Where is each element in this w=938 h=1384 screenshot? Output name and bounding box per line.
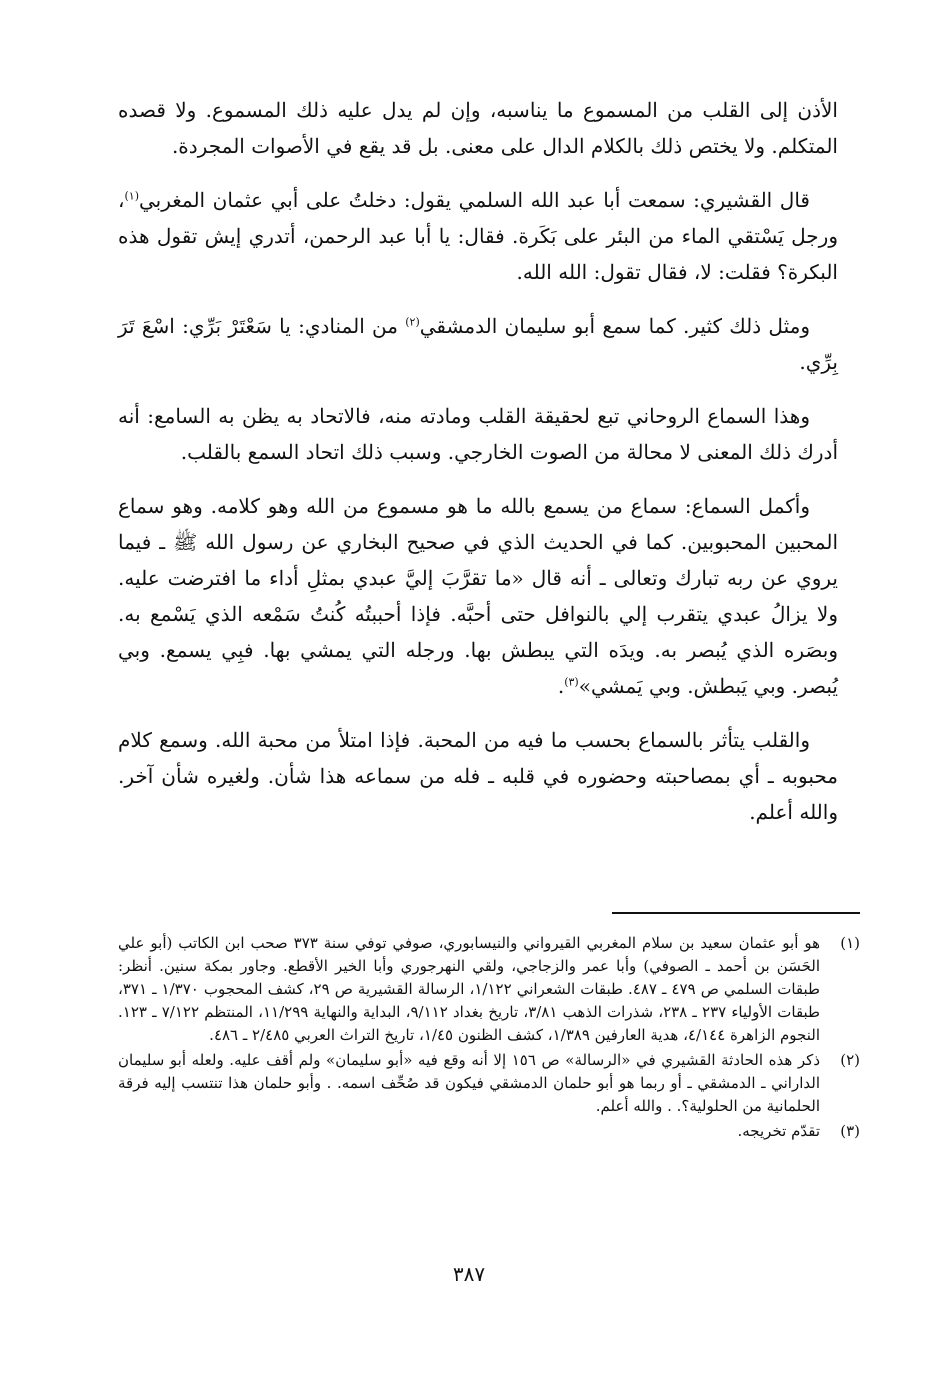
footnote-ref-2: (٢) bbox=[405, 315, 420, 329]
paragraph-3 bbox=[118, 308, 838, 380]
paragraph-1 bbox=[118, 92, 838, 164]
footnote-divider bbox=[612, 912, 860, 914]
page-number: ٣٨٧ bbox=[452, 1262, 486, 1286]
paragraph-6-text: والقلب يتأثر بالسماع بحسب ما فيه من المحبة. فإذا امتلأ من محبة الله. وسمع كلام محبوبه ـ أي بمصاحبته وحضوره في قلبه ـ فله من سماعه هذا شأن. ولغيره شأن آخر. والله أعلم. bbox=[118, 728, 838, 824]
footnote-number: (٢) bbox=[840, 1051, 860, 1069]
footnote-number: (٣) bbox=[840, 1122, 860, 1140]
footnote-text: هو أبو عثمان سعيد بن سلام المغربي القيرواني والنيسابوري، صوفي توفي سنة ٣٧٣ صحب ابن الكاتب (أبو علي الحَسَن بن أحمد ـ الصوفي) وأبا عمر والزجاجي، ولقي النهرجوري وأبا الخير الأقطع. وجاور بمكة سنين. أنظر: طبقات السلمي ص ٤٧٩ ـ ٤٨٧. طبقات الشعراني ١/١٢٢، الرسالة القشيرية ص ٢٩، كشف المحجوب ١/٣٧٠ ـ ٣٧١، طبقات الأولياء ٢٣٧ ـ ٢٣٨، شذرات الذهب ٣/٨١، تاريخ بغداد ٩/١١٢، البداية والنهاية ١١/٢٩٩، المنتظم ٧/١٢٢ ـ ١٢٣. النجوم الزاهرة ٤/١٤٤، هدية العارفين ١/٣٨٩، كشف الظنون ١/٤٥، تاريخ التراث العربي ٢/٤٨٥ ـ ٤٨٦. bbox=[118, 934, 821, 1044]
footnote-1 bbox=[118, 932, 860, 1047]
paragraph-4 bbox=[118, 398, 838, 470]
paragraph-2 bbox=[118, 182, 838, 290]
paragraph-3-text: ومثل ذلك كثير. كما سمع أبو سليمان الدمشقي bbox=[419, 314, 810, 338]
footnote-number: (١) bbox=[840, 934, 860, 952]
paragraph-2-text: قال القشيري: سمعت أبا عبد الله السلمي يقول: دخلتُ على أبي عثمان المغربي bbox=[138, 188, 810, 212]
paragraph-4-text: وهذا السماع الروحاني تبع لحقيقة القلب ومادته منه، فالاتحاد به يظن به السامع: أنه أدرك ذلك المعنى لا محالة من الصوت الخارجي. وسبب ذلك اتحاد السمع بالقلب. bbox=[118, 404, 838, 464]
footnotes bbox=[118, 932, 860, 1145]
main-text bbox=[118, 92, 838, 848]
paragraph-5: وأكمل السماع: سماع من يسمع بالله ما هو مسموع من الله وهو كلامه. وهو سماع المحبين المحبوبين. كما في الحديث الذي في صحيح البخاري عن رسول الله ﷺ ـ فيما يروي عن ربه تبارك وتعالى ـ أنه قال «ما تقرَّبَ إليَّ عبدي بمثلِ أداء ما افترضت عليه. ولا يزالُ عبدي يتقرب إلي بالنوافل حتى أحبَّه. فإذا أحببتُه كُنتُ سَمْعه الذي يَسْمع به. وبصَره الذي يُبصر به. ويدَه التي يبطش بها. ورجله التي يمشي بها. فبِي يسمع. وبي يُبصر. وبي يَبطش. وبي يَمشي»$^{(٣)}$. bbox=[118, 494, 838, 698]
paragraph-2-tail: ، ورجل يَسْتقي الماء من البئر على بَكَرة. فقال: يا أبا عبد الرحمن، أتدري إيش تقول هذه البكرة؟ فقلت: لا، فقال تقول: الله الله. bbox=[118, 188, 838, 284]
paragraph-3-tail: من المنادي: يا سَعْتَرْ بَرِّي: اسْعَ تَرَ بِرِّي. bbox=[118, 314, 838, 374]
footnote-2 bbox=[118, 1049, 860, 1118]
paragraph-1-text: الأذن إلى القلب من المسموع ما يناسبه، وإن لم يدل عليه ذلك المسموع. ولا قصده المتكلم. ولا يختص ذلك بالكلام الدال على معنى. بل قد يقع في الأصوات المجردة. bbox=[118, 98, 838, 158]
paragraph-6 bbox=[118, 722, 838, 830]
footnote-ref-3: (٣) bbox=[564, 675, 579, 689]
paragraph-5-text: وأكمل السماع: سماع من يسمع بالله ما هو مسموع من الله وهو كلامه. وهو سماع المحبين المحبوبين. كما في الحديث الذي في صحيح البخاري عن رسول الله ﷺ ـ فيما يروي عن ربه تبارك وتعالى ـ أنه قال «ما تقرَّبَ إليَّ عبدي بمثلِ أداء ما افترضت عليه. ولا يزالُ عبدي يتقرب إلي بالنوافل حتى أحبَّه. فإذا أحببتُه كُنتُ سَمْعه الذي يَسْمع به. وبصَره الذي يُبصر به. ويدَه التي يبطش بها. ورجله التي يمشي بها. فبِي يسمع. وبي يُبصر. وبي يَبطش. وبي يَمشي» bbox=[118, 494, 838, 698]
footnote-ref-1: (١) bbox=[124, 189, 139, 203]
footnote-text: تقدّم تخريجه. bbox=[737, 1122, 820, 1140]
footnote-text: ذكر هذه الحادثة القشيري في «الرسالة» ص ١٥٦ إلا أنه وقع فيه «أبو سليمان» ولم أقف عليه. ولعله أبو سليمان الداراني ـ الدمشقي ـ أو ربما هو أبو حلمان الدمشقي فيكون قد صُحِّف اسمه. . وأبو حلمان هذا تنتسب إليه فرقة الحلمانية من الحلولية؟. . والله أعلم. bbox=[118, 1051, 820, 1115]
footnote-3 bbox=[118, 1120, 860, 1143]
